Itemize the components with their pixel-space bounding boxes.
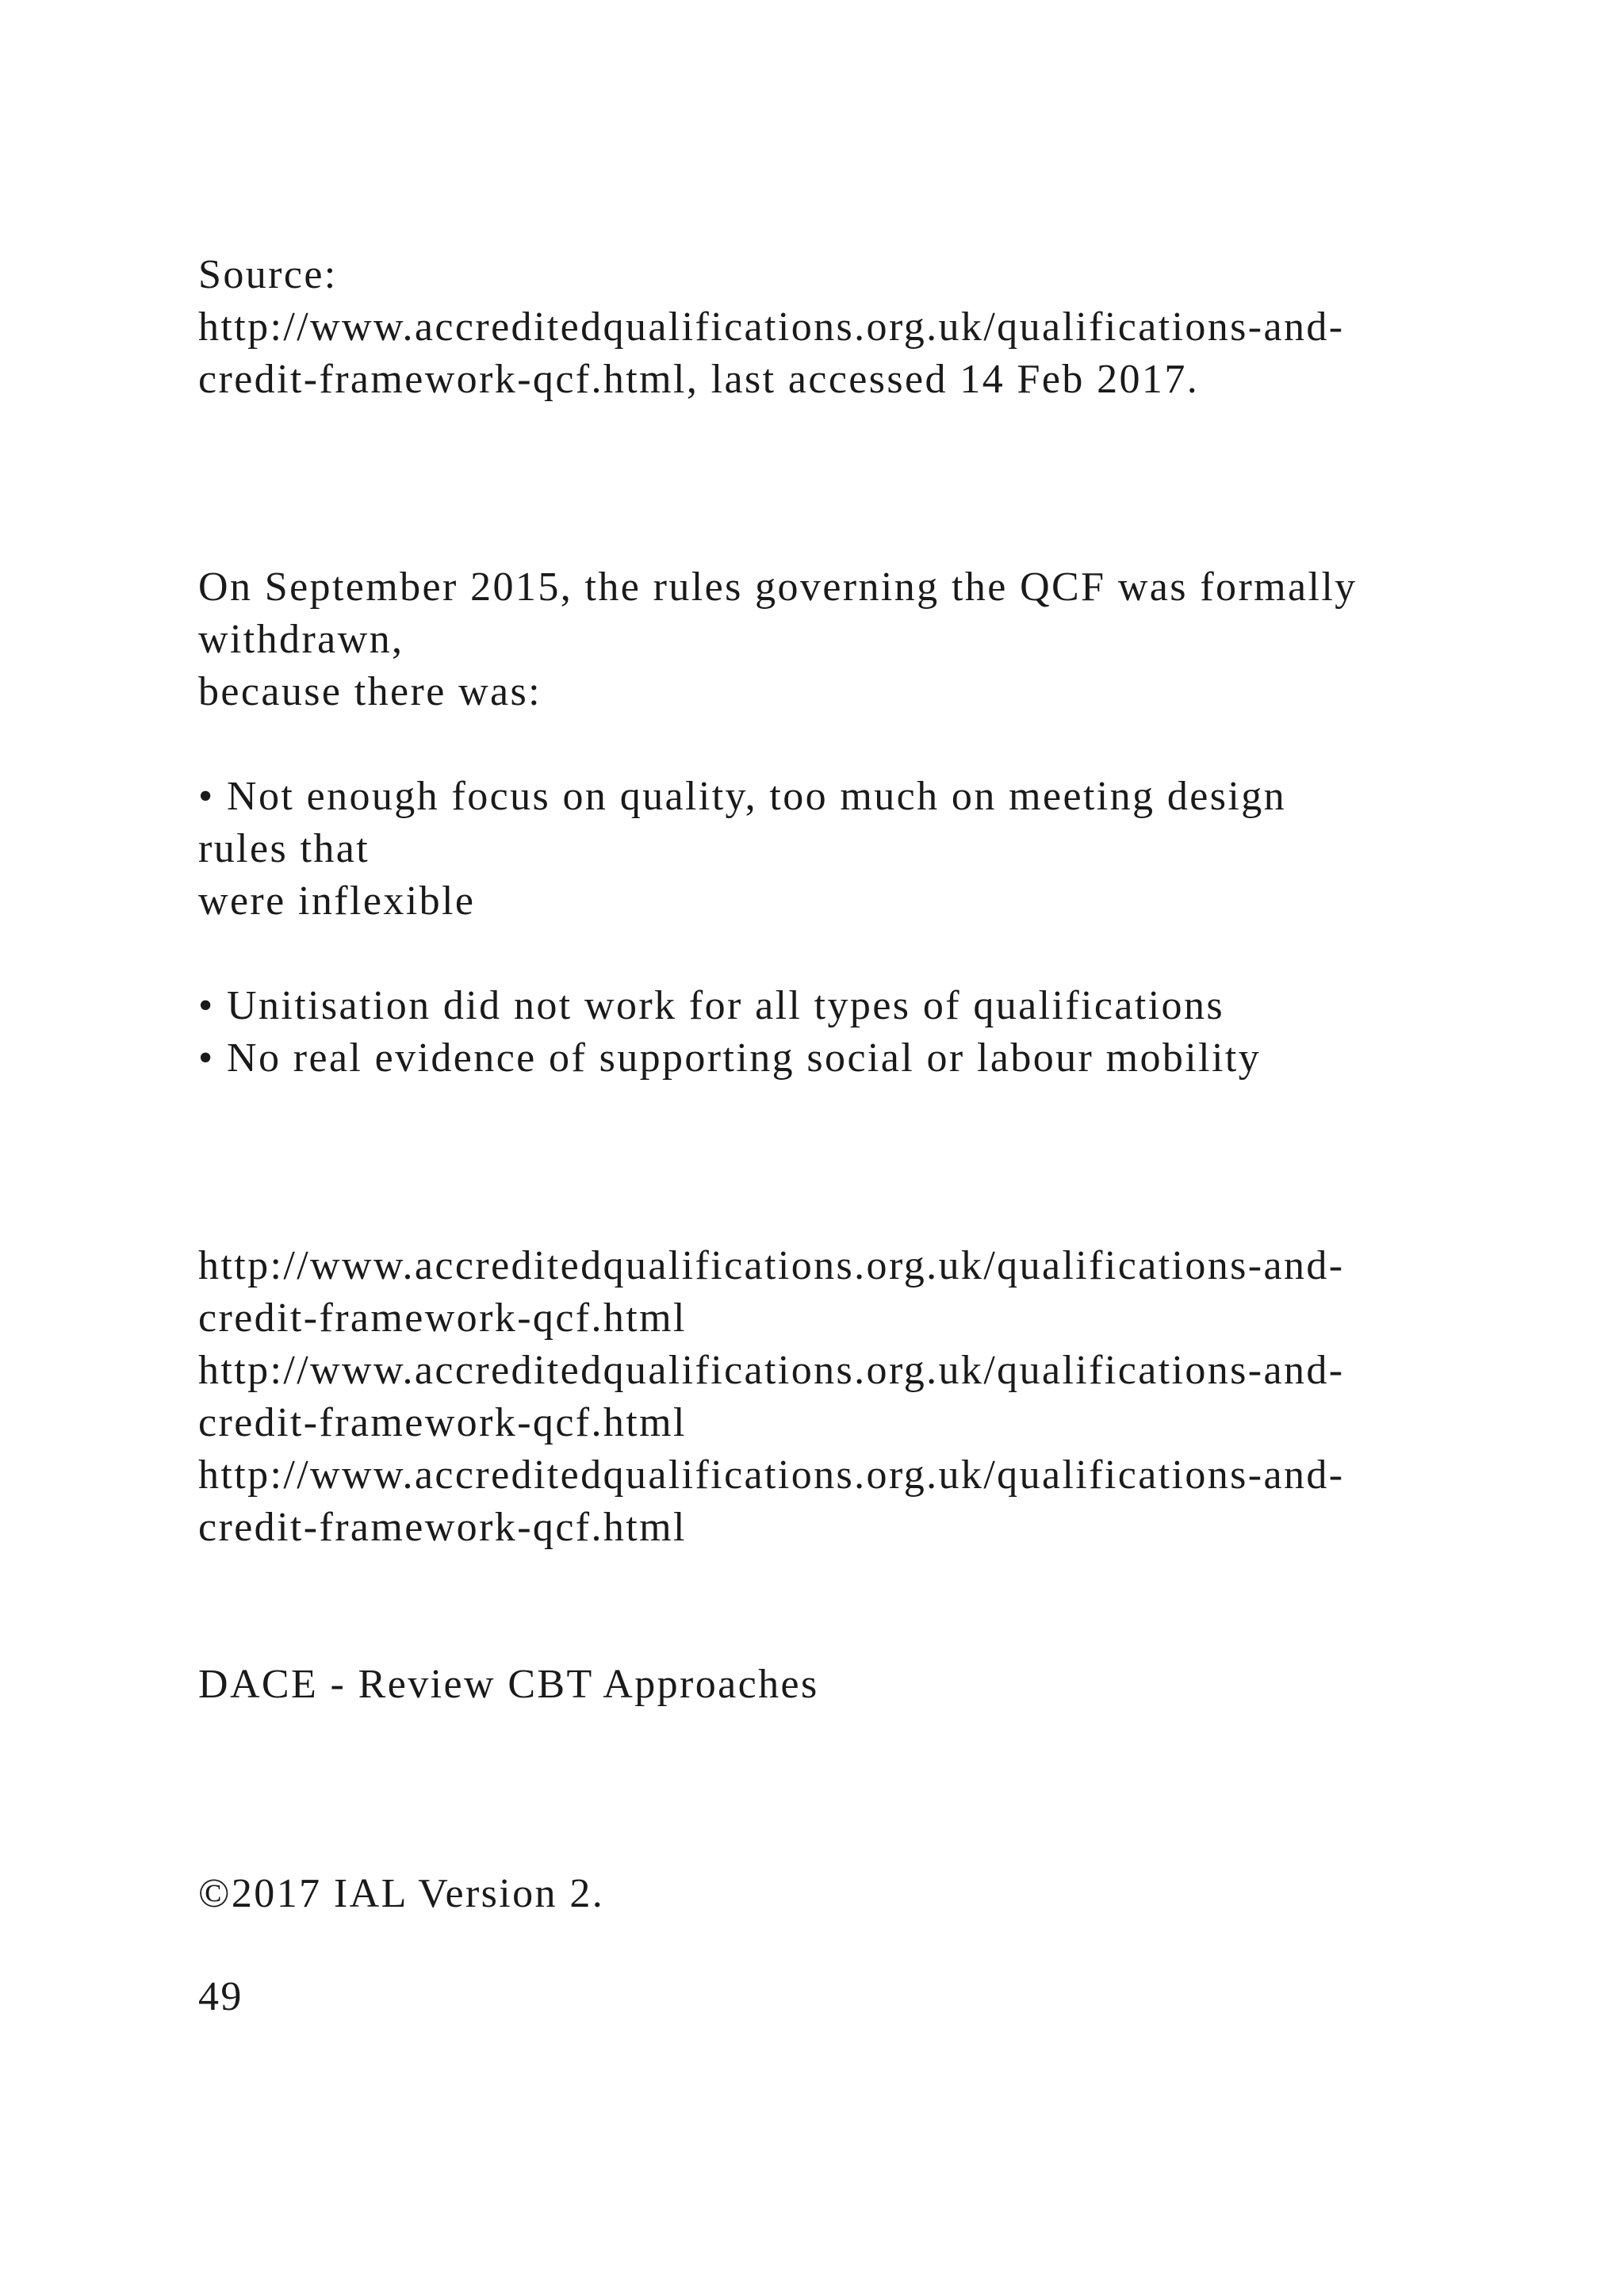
withdrawal-intro-line-3: because there was: — [198, 669, 542, 714]
bullet-mobility: • No real evidence of supporting social or labour mobility — [198, 1035, 1262, 1081]
source-url-line-1: http://www.accreditedqualifications.org.uk/qualifications-and- — [198, 304, 1345, 350]
link-3-line-1: http://www.accreditedqualifications.org.uk/qualifications-and- — [198, 1452, 1345, 1498]
withdrawal-intro-line-2: withdrawn, — [198, 617, 404, 662]
link-1-line-2: credit-framework-qcf.html — [198, 1295, 687, 1341]
bullet-quality-line-1: • Not enough focus on quality, too much on meeting design — [198, 774, 1287, 819]
page-number: 49 — [198, 1974, 243, 2019]
link-2-line-1: http://www.accreditedqualifications.org.uk/qualifications-and- — [198, 1348, 1345, 1393]
bullet-quality-line-2: rules that — [198, 826, 370, 871]
copyright-text: ©2017 IAL Version 2. — [198, 1871, 605, 1916]
link-1-line-1: http://www.accreditedqualifications.org.uk/qualifications-and- — [198, 1243, 1345, 1288]
source-url-line-2: credit-framework-qcf.html, last accessed 14 Feb 2017. — [198, 357, 1200, 402]
link-3-line-2: credit-framework-qcf.html — [198, 1505, 687, 1550]
withdrawal-intro-line-1: On September 2015, the rules governing the QCF was formally — [198, 564, 1358, 610]
bullet-unitisation: • Unitisation did not work for all types of qualifications — [198, 983, 1224, 1028]
link-2-line-2: credit-framework-qcf.html — [198, 1400, 687, 1445]
course-title: DACE - Review CBT Approaches — [198, 1662, 819, 1707]
bullet-quality-line-3: were inflexible — [198, 878, 476, 924]
source-label: Source: — [198, 252, 338, 297]
